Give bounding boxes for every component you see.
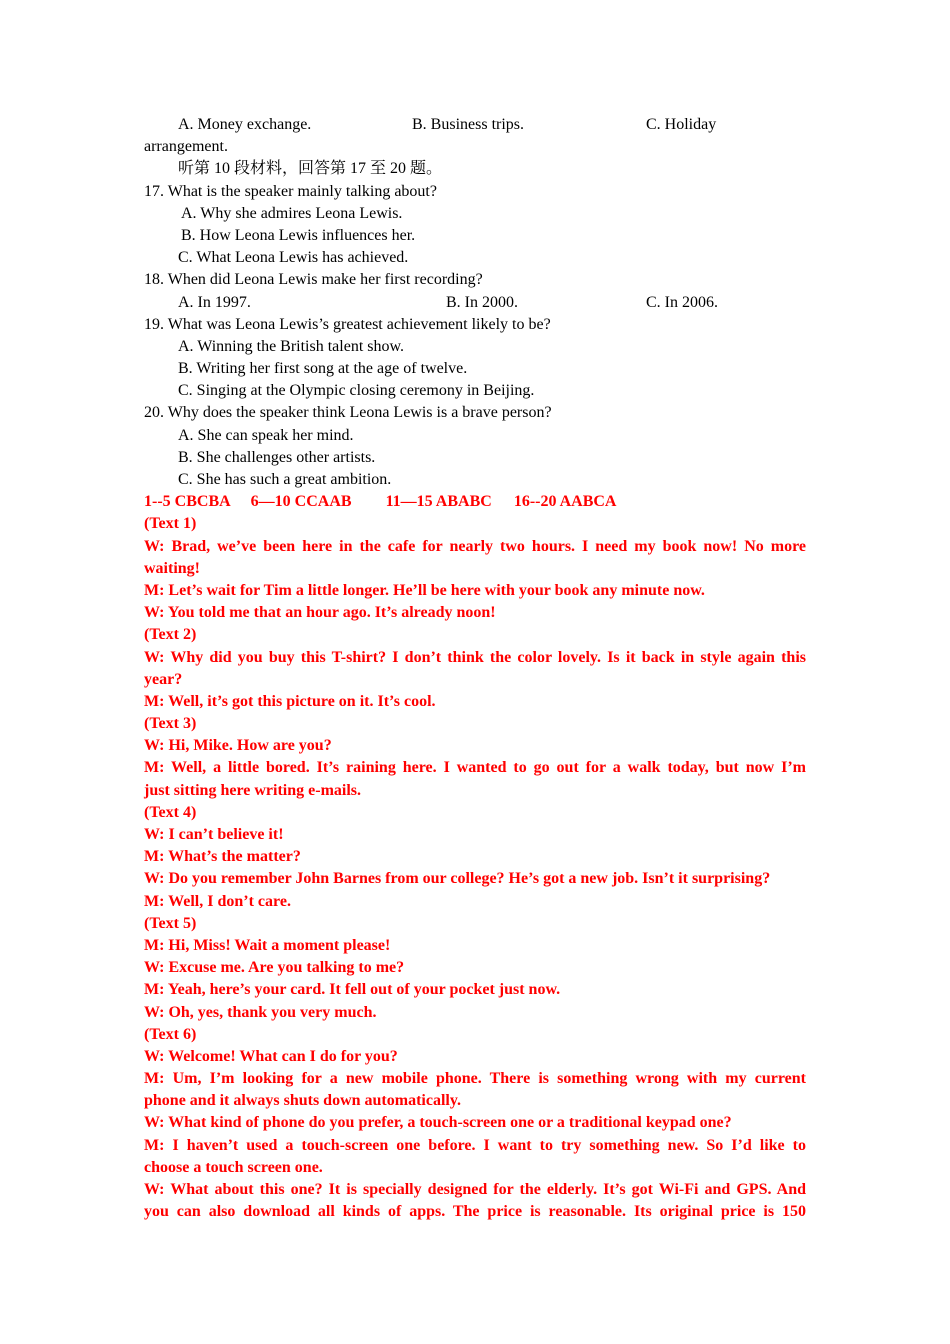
text5-line1: M: Hi, Miss! Wait a moment please! xyxy=(144,936,391,954)
text6-line2-cont: phone and it always shuts down automatically. xyxy=(144,1092,461,1110)
page-content xyxy=(144,114,806,1223)
q19-question: 19. What was Leona Lewis’s greatest achievement likely to be? xyxy=(144,315,551,333)
text5-heading: (Text 5) xyxy=(144,914,197,932)
text2-heading: (Text 2) xyxy=(144,626,197,644)
q20-question: 20. Why does the speaker think Leona Lewis is a brave person? xyxy=(144,404,552,422)
text3-line1: W: Hi, Mike. How are you? xyxy=(144,737,332,755)
q19-option-a: A. Winning the British talent show. xyxy=(178,337,405,355)
q16-options-row xyxy=(144,114,806,136)
q18-options-row xyxy=(144,292,806,314)
q16-option-a: A. Money exchange. xyxy=(178,116,312,133)
q19-option-c: C. Singing at the Olympic closing ceremony in Beijing. xyxy=(178,382,535,400)
section-note: 听第 10 段材料，回答第 17 至 20 题。 xyxy=(178,160,443,178)
text6-line5: W: What about this one? It is specially designed for the elderly. It’s got Wi-Fi and GPS. And xyxy=(144,1181,806,1198)
q17-question: 17. What is the speaker mainly talking about? xyxy=(144,182,437,200)
answer-key xyxy=(144,491,806,513)
text3-line2: M: Well, a little bored. It’s raining here. I wanted to go out for a walk today, but now I’m xyxy=(144,759,806,777)
answer-group-2: 6—10 CCAAB xyxy=(250,493,352,511)
answer-group-3: 11—15 ABABC xyxy=(385,493,492,511)
text6-line4-cont: choose a touch screen one. xyxy=(144,1158,323,1176)
q18-option-b: B. In 2000. xyxy=(446,293,518,311)
q16-option-c: C. Holiday xyxy=(646,116,717,133)
text5-line3: M: Yeah, here’s your card. It fell out of your pocket just now. xyxy=(144,981,561,999)
text4-line3: W: Do you remember John Barnes from our college? He’s got a new job. Isn’t it surprising? xyxy=(144,870,771,888)
text1-line1-cont: waiting! xyxy=(144,559,200,577)
text4-heading: (Text 4) xyxy=(144,803,197,821)
text1-line2: M: Let’s wait for Tim a little longer. He’ll be here with your book any minute now. xyxy=(144,581,705,599)
text4-line1: W: I can’t believe it! xyxy=(144,826,284,843)
q18-option-a: A. In 1997. xyxy=(178,293,251,311)
text5-line2: W: Excuse me. Are you talking to me? xyxy=(144,959,405,977)
q20-option-a: A. She can speak her mind. xyxy=(178,426,354,444)
text1-heading: (Text 1) xyxy=(144,515,197,533)
q19-option-b: B. Writing her first song at the age of twelve. xyxy=(178,360,468,378)
text3-heading: (Text 3) xyxy=(144,715,197,733)
text6-line3: W: What kind of phone do you prefer, a touch-screen one or a traditional keypad one? xyxy=(144,1114,732,1132)
q17-option-c: C. What Leona Lewis has achieved. xyxy=(178,249,409,267)
text6-line2: M: Um, I’m looking for a new mobile phone. There is something wrong with my current xyxy=(144,1070,806,1088)
text5-line4: W: Oh, yes, thank you very much. xyxy=(144,1003,377,1021)
q17-option-b: B. How Leona Lewis influences her. xyxy=(181,226,416,244)
q18-option-c: C. In 2006. xyxy=(646,293,718,311)
text2-line1: W: Why did you buy this T-shirt? I don’t think the color lovely. Is it back in style again this xyxy=(144,648,806,666)
text2-line2: M: Well, it’s got this picture on it. It’s cool. xyxy=(144,692,436,710)
q16-option-c-continued: arrangement. xyxy=(144,138,228,156)
q18-question: 18. When did Leona Lewis make her first recording? xyxy=(144,271,483,289)
q20-option-c: C. She has such a great ambition. xyxy=(178,471,392,488)
text4-line4: M: Well, I don’t care. xyxy=(144,892,291,910)
q16-option-b: B. Business trips. xyxy=(412,116,525,133)
text3-line2-cont: just sitting here writing e-mails. xyxy=(144,781,362,799)
text6-line5-cont: you can also download all kinds of apps. The price is reasonable. Its original price is 150 xyxy=(144,1203,806,1221)
text2-line1-cont: year? xyxy=(144,670,183,688)
answer-group-4: 16--20 AABCA xyxy=(513,493,617,511)
text1-line3: W: You told me that an hour ago. It’s already noon! xyxy=(144,604,496,622)
text4-line2: M: What’s the matter? xyxy=(144,848,301,866)
answer-group-1: 1--5 CBCBA xyxy=(144,493,231,511)
q20-option-b: B. She challenges other artists. xyxy=(178,448,376,466)
text6-line1: W: Welcome! What can I do for you? xyxy=(144,1047,398,1065)
text6-line4: M: I haven’t used a touch-screen one before. I want to try something new. So I’d like to xyxy=(144,1136,806,1154)
text1-line1: W: Brad, we’ve been here in the cafe for nearly two hours. I need my book now! No more xyxy=(144,537,806,555)
text6-heading: (Text 6) xyxy=(144,1025,197,1043)
q17-option-a: A. Why she admires Leona Lewis. xyxy=(181,204,403,222)
